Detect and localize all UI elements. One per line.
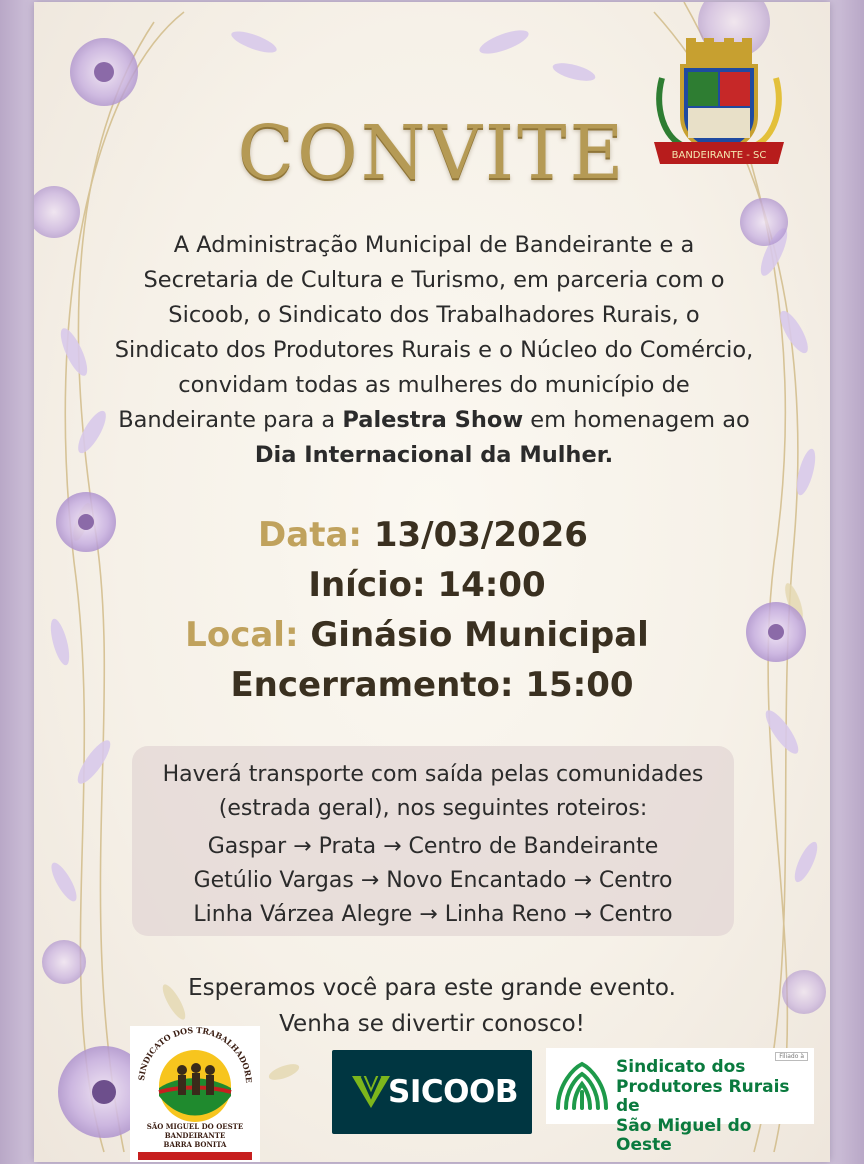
place-value: Ginásio Municipal xyxy=(298,615,649,655)
closing-line: Esperamos você para este grande evento. xyxy=(188,975,676,1001)
spr-name xyxy=(616,1058,812,1156)
page-title: CONVITE xyxy=(237,110,627,196)
date-line xyxy=(34,510,830,560)
crest-ribbon-text: BANDEIRANTE - SC xyxy=(671,150,767,161)
sicoob-chevron-icon xyxy=(352,1074,390,1110)
end-label: Encerramento: xyxy=(230,665,514,705)
date-label: Data: xyxy=(258,515,363,555)
start-label: Início: xyxy=(308,565,426,605)
event-occasion: Dia Internacional da Mulher. xyxy=(254,442,614,468)
spr-tag: Filiado à xyxy=(775,1052,808,1061)
start-value: 14:00 xyxy=(425,565,546,605)
event-name: Palestra Show xyxy=(342,407,524,433)
transport-info-box xyxy=(132,746,734,936)
invitation-card xyxy=(34,2,830,1162)
spr-leaf-icon xyxy=(552,1060,612,1112)
str-line: BARRA BONITA xyxy=(163,1140,227,1149)
route-item: Linha Várzea Alegre → Linha Reno → Centro xyxy=(193,902,673,927)
spr-line: Produtores Rurais de xyxy=(616,1076,790,1116)
str-line: SÃO MIGUEL DO OESTE xyxy=(146,1122,244,1131)
str-arc-text: SINDICATO DOS TRABALHADORE xyxy=(136,1026,255,1084)
spr-union-logo xyxy=(546,1048,814,1155)
invitation-text xyxy=(114,228,754,473)
place-line xyxy=(34,610,830,660)
intro-connector: em homenagem ao xyxy=(523,407,750,433)
closing-line: Venha se divertir conosco! xyxy=(279,1011,585,1037)
sicoob-logo xyxy=(332,1050,532,1134)
transport-line: (estrada geral), nos seguintes roteiros: xyxy=(218,796,648,821)
str-line: BANDEIRANTE xyxy=(164,1131,226,1140)
sicoob-text: SICOOB xyxy=(388,1074,518,1110)
end-line xyxy=(34,660,830,710)
intro-text: A Administração Municipal de Bandeirante e a Secretaria de Cultura e Turismo, em parceria com o Sicoob, o Sindicato dos Trabalhadores Rurais, o Sindicato dos Produtores Rurais e o Núcleo do Comércio, convidam todas as mulheres do município de Bandeirante para a xyxy=(114,232,754,433)
str-union-logo xyxy=(130,1026,260,1162)
end-value: 15:00 xyxy=(513,665,634,705)
route-item: Gaspar → Prata → Centro de Bandeirante xyxy=(207,834,659,859)
start-line xyxy=(34,560,830,610)
event-details xyxy=(34,510,830,710)
date-value: 13/03/2026 xyxy=(362,515,588,555)
route-item: Getúlio Vargas → Novo Encantado → Centro xyxy=(193,868,673,893)
place-label: Local: xyxy=(185,615,299,655)
transport-line: Haverá transporte com saída pelas comunidades xyxy=(162,762,704,787)
spr-line: Sindicato dos xyxy=(616,1057,746,1077)
spr-line: São Miguel do Oeste xyxy=(616,1115,752,1155)
